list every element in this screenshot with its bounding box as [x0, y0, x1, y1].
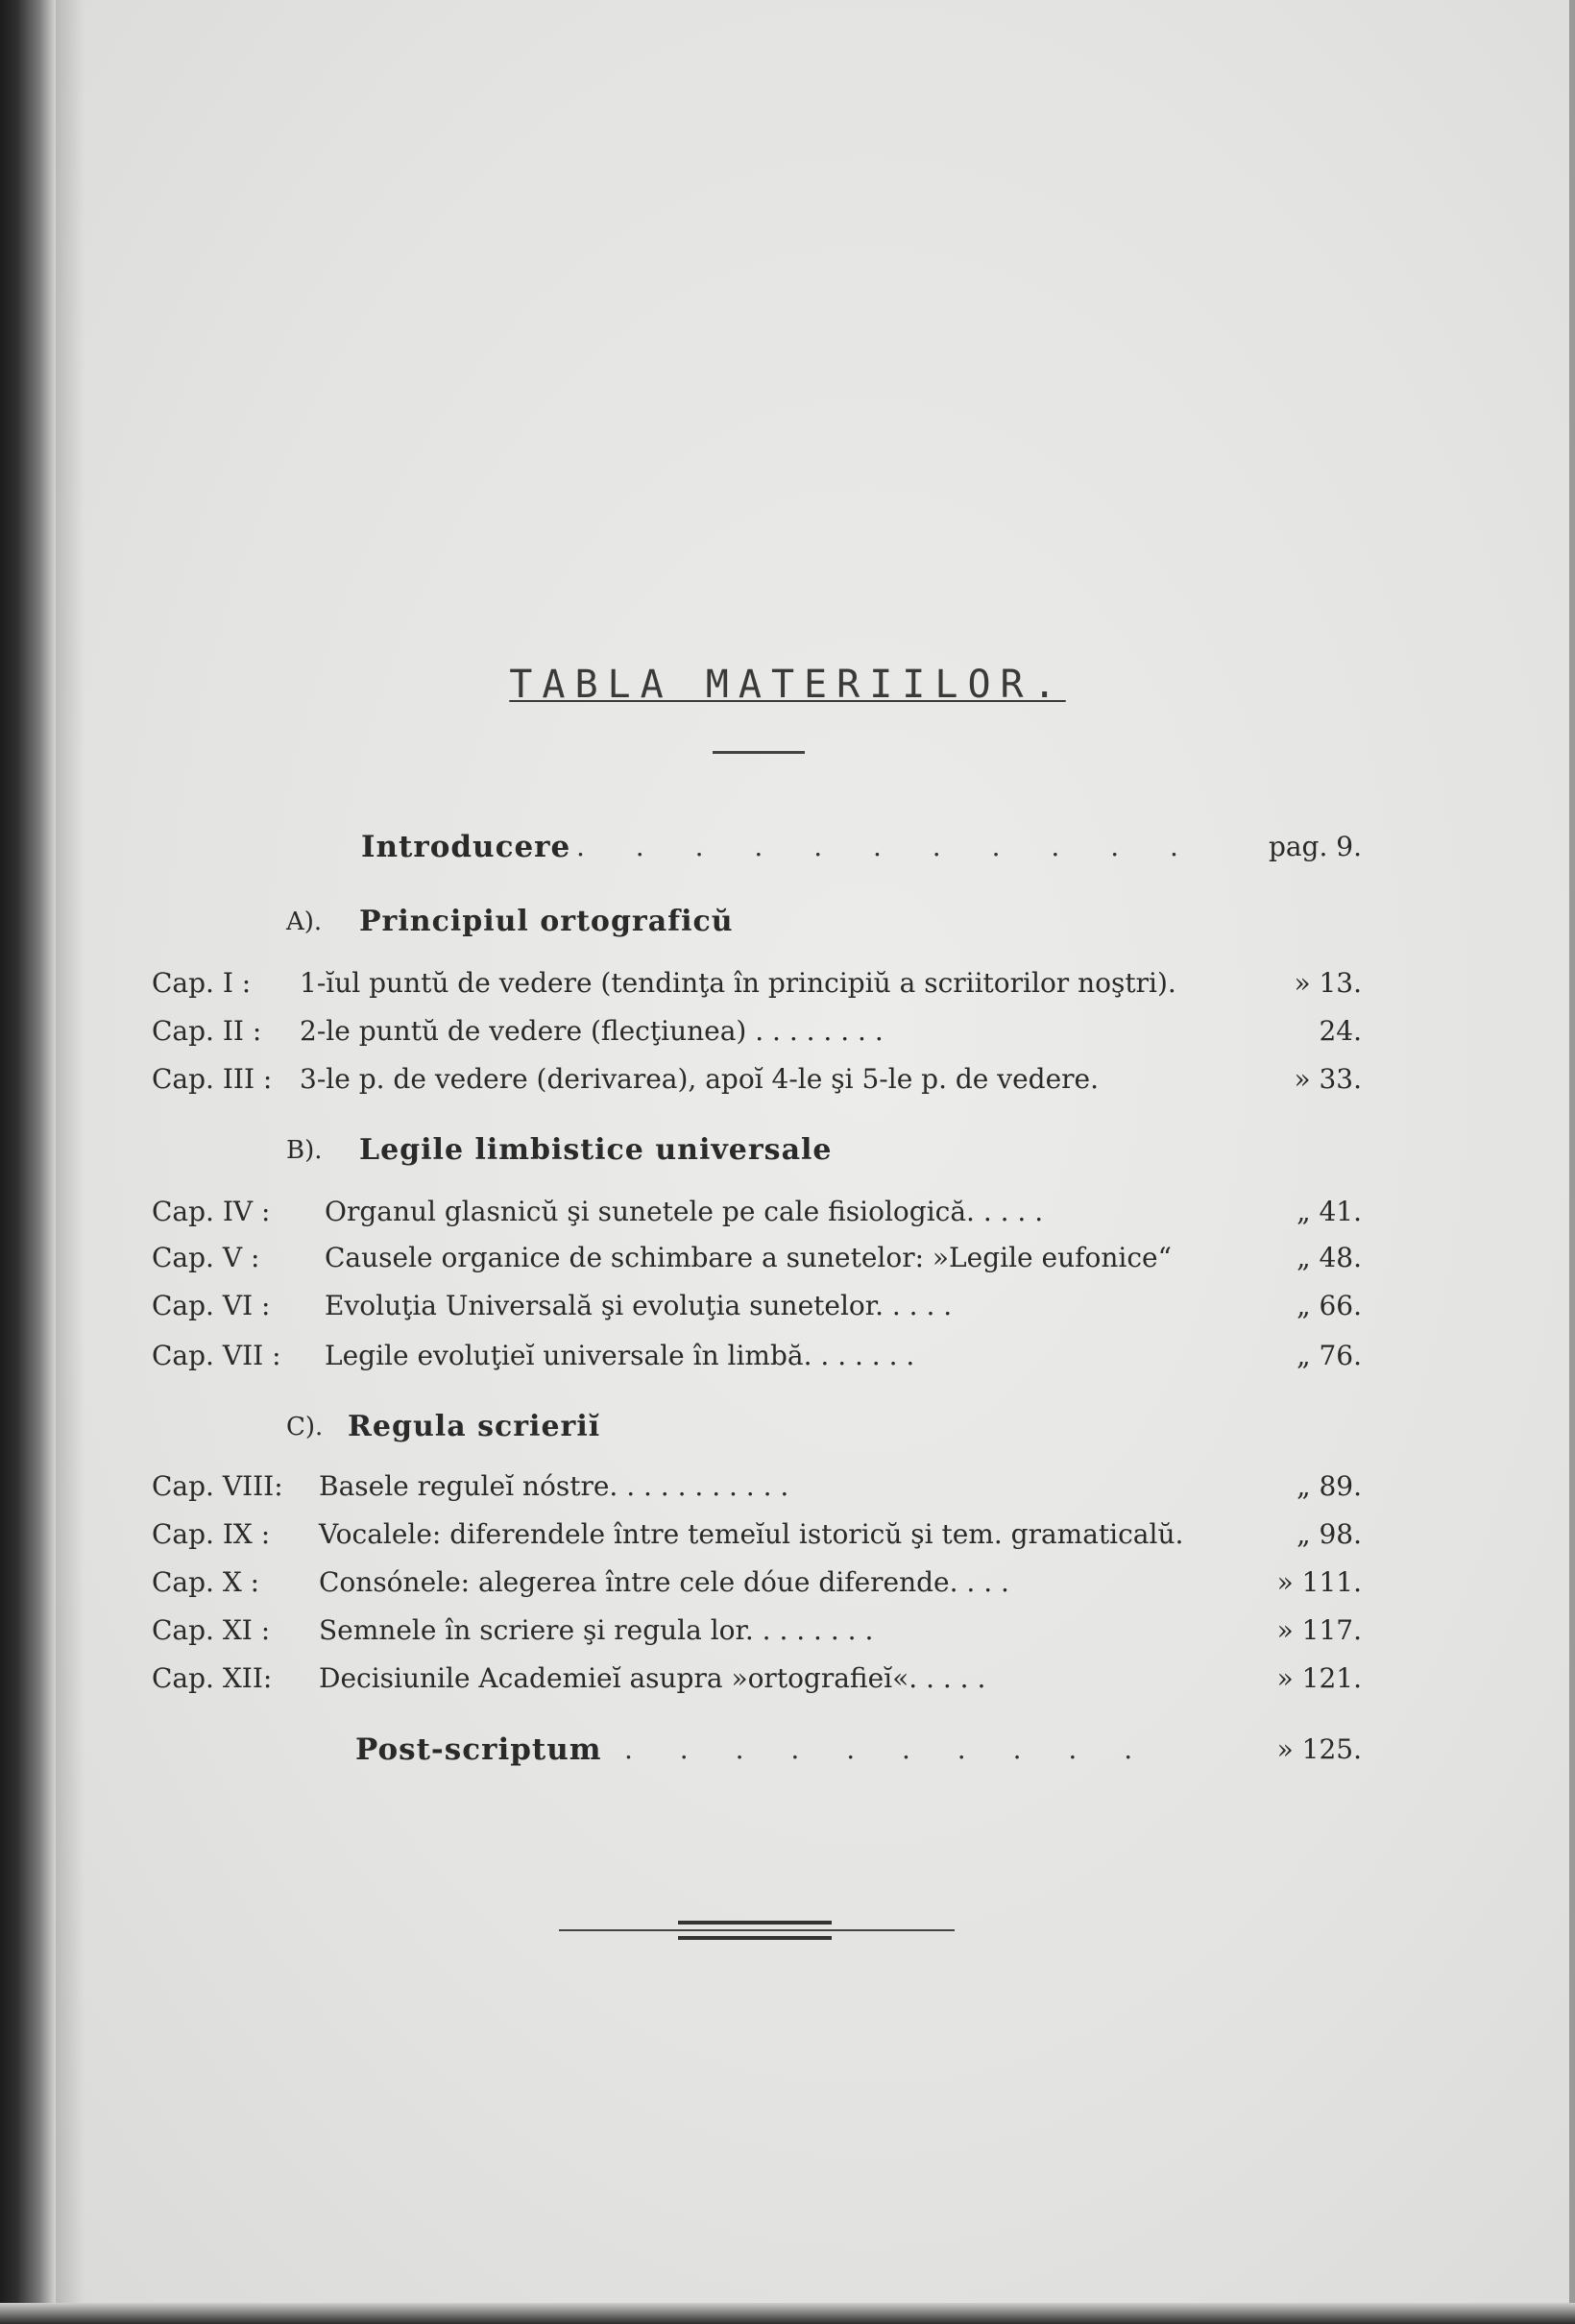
- chapter-title: 3-le p. de vedere (derivarea), apoĭ 4-le şi 5-le p. de vedere.: [300, 1063, 1100, 1095]
- toc-row: [0, 1193, 1575, 1231]
- section-b-letter: B).: [286, 1136, 323, 1165]
- toc-introduction: [0, 828, 1575, 866]
- chapter-page: „ 89.: [1296, 1470, 1362, 1502]
- chapter-title: Vocalele: diferendele între temeĭul istoricŭ şi tem. gramaticalŭ.: [319, 1518, 1184, 1550]
- chapter-title: Evoluţia Universală şi evoluţia sunetelor. . . . .: [325, 1290, 953, 1321]
- toc-row: [0, 1659, 1575, 1698]
- chapter-title: Decisiunile Academieĭ asupra »ortografieĭ«. . . . .: [319, 1662, 986, 1694]
- postscript-dots: . . . . . . . . . .: [624, 1733, 1152, 1765]
- chapter-number: Cap. II :: [152, 1015, 262, 1047]
- section-c-heading: [0, 1408, 1575, 1446]
- chapter-page: » 117.: [1276, 1614, 1362, 1646]
- chapter-number: Cap. VIII:: [152, 1470, 283, 1502]
- chapter-title: 2-le puntŭ de vedere (flecţiunea) . . . . . . . .: [300, 1015, 884, 1047]
- toc-row: [0, 1467, 1575, 1506]
- chapter-page: » 121.: [1276, 1662, 1362, 1694]
- section-c-letter: C).: [286, 1413, 324, 1441]
- chapter-page: » 33.: [1294, 1063, 1362, 1095]
- chapter-title: Organul glasnicŭ şi sunetele pe cale fisiologică. . . . .: [325, 1196, 1044, 1227]
- section-a-letter: A).: [286, 908, 323, 936]
- introduction-page: pag. 9.: [1268, 831, 1362, 862]
- toc-row: [0, 1337, 1575, 1375]
- chapter-page: » 111.: [1276, 1566, 1362, 1598]
- chapter-title: Causele organice de schimbare a sunetelor: »Legile eufonice“: [325, 1242, 1172, 1273]
- section-a-heading: [0, 903, 1575, 941]
- chapter-title: 1-ĭul puntŭ de vedere (tendinţa în principiŭ a scriitorilor noştri).: [300, 967, 1176, 999]
- section-b-title: Legile limbistice universale: [359, 1133, 833, 1167]
- title-rule: [713, 751, 805, 754]
- end-ornament-rule-thin: [559, 1929, 955, 1931]
- chapter-number: Cap. X :: [152, 1566, 260, 1598]
- chapter-title: Semnele în scriere şi regula lor. . . . . . . .: [319, 1614, 874, 1646]
- toc-row: [0, 1060, 1575, 1099]
- chapter-title: Consónele: alegerea între cele dóue diferende. . . .: [319, 1566, 1009, 1598]
- introduction-dots: . . . . . . . . . . .: [576, 831, 1199, 862]
- chapter-title: Basele reguleĭ nóstre. . . . . . . . . . .: [319, 1470, 789, 1502]
- section-c-title: Regula scrieriĭ: [348, 1410, 601, 1443]
- chapter-page: » 13.: [1294, 967, 1362, 999]
- postscript-page: » 125.: [1276, 1733, 1362, 1765]
- chapter-number: Cap. IX :: [152, 1518, 271, 1550]
- toc-row: [0, 1012, 1575, 1051]
- toc-row: [0, 964, 1575, 1003]
- chapter-number: Cap. VII :: [152, 1340, 281, 1371]
- chapter-page: „ 66.: [1296, 1290, 1362, 1321]
- introduction-label: Introducere: [361, 830, 571, 864]
- chapter-page: 24.: [1319, 1015, 1362, 1047]
- page-title: TABLA MATERIILOR.: [509, 663, 1066, 707]
- end-ornament-rule: [678, 1936, 832, 1940]
- chapter-number: Cap. V :: [152, 1242, 260, 1273]
- toc-row: [0, 1611, 1575, 1650]
- chapter-title: Legile evoluţieĭ universale în limbă. . . . . . .: [325, 1340, 915, 1371]
- chapter-number: Cap. XI :: [152, 1614, 271, 1646]
- chapter-number: Cap. IV :: [152, 1196, 271, 1227]
- chapter-page: „ 76.: [1296, 1340, 1362, 1371]
- section-b-heading: [0, 1131, 1575, 1170]
- chapter-number: Cap. XII:: [152, 1662, 273, 1694]
- chapter-page: „ 48.: [1296, 1242, 1362, 1273]
- toc-row: [0, 1239, 1575, 1277]
- end-ornament-rule: [678, 1921, 832, 1925]
- toc-row: [0, 1515, 1575, 1554]
- page-bottom-edge: [0, 2303, 1575, 2324]
- chapter-number: Cap. III :: [152, 1063, 273, 1095]
- toc-postscript: [0, 1731, 1575, 1769]
- chapter-number: Cap. I :: [152, 967, 252, 999]
- section-a-title: Principiul ortograficŭ: [359, 905, 734, 938]
- chapter-number: Cap. VI :: [152, 1290, 271, 1321]
- chapter-page: „ 98.: [1296, 1518, 1362, 1550]
- chapter-page: „ 41.: [1296, 1196, 1362, 1227]
- toc-row: [0, 1563, 1575, 1602]
- toc-row: [0, 1287, 1575, 1325]
- postscript-label: Post-scriptum: [355, 1732, 602, 1767]
